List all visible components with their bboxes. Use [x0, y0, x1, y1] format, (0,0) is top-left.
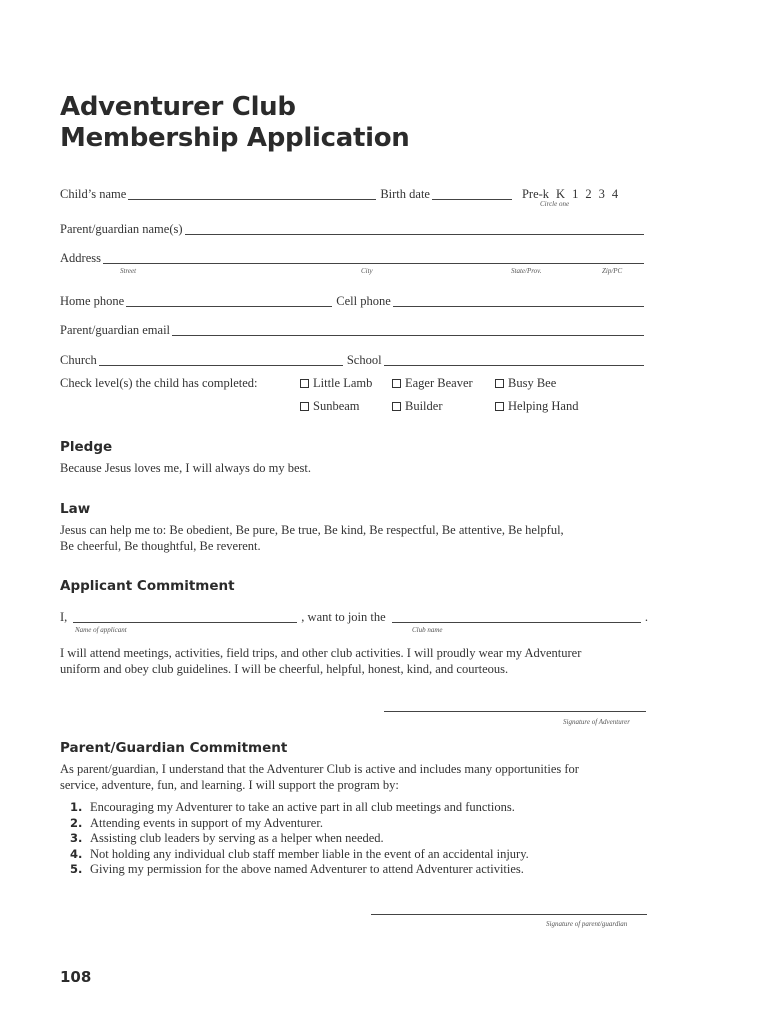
- birth-date-field[interactable]: [432, 188, 512, 200]
- list-item-number: 3.: [70, 831, 83, 845]
- list-item-text: Encouraging my Adventurer to take an active part in all club meetings and functions.: [90, 800, 515, 814]
- address-city-label: City: [361, 267, 373, 275]
- adventurer-signature-caption: Signature of Adventurer: [563, 718, 631, 726]
- level-sunbeam[interactable]: [300, 399, 360, 414]
- applicant-name-field[interactable]: [73, 611, 297, 623]
- list-item-text: Not holding any individual club staff member liable in the event of an accidental injury.: [90, 846, 529, 861]
- birth-date-label: Birth date: [380, 187, 430, 201]
- applicant-name-caption: Name of applicant: [75, 626, 127, 634]
- applicant-heading: Applicant Commitment: [60, 578, 235, 594]
- levels-label: Check level(s) the child has completed:: [60, 376, 258, 390]
- list-item: [70, 847, 529, 863]
- checkbox-icon[interactable]: [495, 402, 504, 411]
- list-item: [70, 831, 529, 847]
- title-line-2: Membership Application: [60, 123, 410, 153]
- child-name-label: Child’s name: [60, 187, 127, 201]
- list-item-text: Assisting club leaders by serving as a helper when needed.: [90, 831, 384, 845]
- checkbox-icon[interactable]: [300, 402, 309, 411]
- list-item: [70, 800, 529, 816]
- applicant-pledge-text: [60, 645, 652, 677]
- level-eager-beaver-label: Eager Beaver: [405, 376, 473, 390]
- list-item-text: Attending events in support of my Adventurer.: [90, 815, 323, 830]
- circle-one-note: Circle one: [540, 200, 570, 208]
- pledge-heading: Pledge: [60, 439, 113, 455]
- page-number: 108: [60, 968, 92, 986]
- address-field[interactable]: [103, 252, 644, 264]
- address-state-label: State/Prov.: [511, 267, 542, 275]
- law-heading: Law: [60, 501, 91, 517]
- level-helping-hand-label: Helping Hand: [508, 399, 579, 413]
- law-text-line-1: Jesus can help me to: Be obedient, Be pure, Be true, Be kind, Be respectful, Be attentive, Be helpful,: [60, 523, 564, 537]
- law-text-line-2: Be cheerful, Be thoughtful, Be reverent.: [60, 539, 261, 553]
- parent-email-field[interactable]: [172, 324, 644, 336]
- grade-3[interactable]: 3: [598, 187, 605, 201]
- phone-row: [60, 291, 648, 309]
- level-little-lamb[interactable]: [300, 376, 372, 391]
- grade-1[interactable]: 1: [572, 187, 579, 201]
- checkbox-icon[interactable]: [392, 379, 401, 388]
- child-name-field[interactable]: [128, 188, 376, 200]
- want-to-join-label: , want to join the: [301, 610, 386, 624]
- church-label: Church: [60, 353, 97, 367]
- school-field[interactable]: [384, 354, 644, 366]
- church-school-row: [60, 350, 648, 368]
- level-busy-bee[interactable]: [495, 376, 556, 391]
- law-text: [60, 522, 652, 554]
- home-phone-label: Home phone: [60, 294, 125, 308]
- grade-4[interactable]: 4: [611, 187, 619, 201]
- list-item-number: 4.: [70, 846, 83, 861]
- checkbox-icon[interactable]: [495, 379, 504, 388]
- list-item-number: 1.: [70, 800, 83, 814]
- adventurer-signature-field[interactable]: [384, 711, 646, 712]
- parent-email-label: Parent/guardian email: [60, 323, 171, 337]
- parent-name-row: [60, 219, 648, 237]
- email-row: [60, 320, 648, 338]
- list-item-number: 2.: [70, 815, 83, 830]
- parent-text-line-2: service, adventure, fun, and learning. I will support the program by:: [60, 778, 399, 792]
- grade-k[interactable]: K: [556, 187, 566, 201]
- applicant-i-label: I,: [60, 610, 68, 624]
- club-name-field[interactable]: [392, 611, 641, 623]
- grade-pre-k[interactable]: Pre-k: [521, 187, 550, 201]
- school-label: School: [346, 353, 382, 367]
- address-row: [60, 248, 648, 266]
- address-label: Address: [60, 251, 101, 265]
- level-builder-label: Builder: [405, 399, 443, 413]
- level-sunbeam-label: Sunbeam: [313, 399, 360, 413]
- level-builder[interactable]: [392, 399, 443, 414]
- parent-name-field[interactable]: [185, 223, 644, 235]
- title-line-1: Adventurer Club: [60, 92, 296, 122]
- list-item: [70, 816, 529, 832]
- club-name-caption: Club name: [412, 626, 443, 634]
- levels-section: [60, 374, 660, 424]
- applicant-text-line-2: uniform and obey club guidelines. I will be cheerful, helpful, honest, kind, and courteous.: [60, 662, 509, 676]
- list-item-number: 5.: [70, 862, 83, 876]
- parent-signature-field[interactable]: [371, 914, 647, 915]
- level-eager-beaver[interactable]: [392, 376, 473, 391]
- level-helping-hand[interactable]: [495, 399, 578, 414]
- cell-phone-field[interactable]: [393, 295, 644, 307]
- parent-name-label: Parent/guardian name(s): [60, 222, 183, 236]
- checkbox-icon[interactable]: [300, 379, 309, 388]
- address-zip-label: Zip/PC: [602, 267, 623, 275]
- parent-signature-caption: Signature of parent/guardian: [546, 920, 628, 928]
- applicant-text-line-1: I will attend meetings, activities, field trips, and other club activities. I will proudly wear my Adventurer: [60, 646, 582, 660]
- list-item-text: Giving my permission for the above named Adventurer to attend Adventurer activities.: [90, 862, 524, 876]
- checkbox-icon[interactable]: [392, 402, 401, 411]
- cell-phone-label: Cell phone: [336, 294, 391, 308]
- home-phone-field[interactable]: [126, 295, 332, 307]
- parent-heading: Parent/Guardian Commitment: [60, 740, 288, 756]
- level-busy-bee-label: Busy Bee: [508, 376, 557, 390]
- page-title: [60, 92, 409, 154]
- pledge-text: Because Jesus loves me, I will always do my best.: [60, 461, 311, 475]
- parent-text-line-1: As parent/guardian, I understand that the Adventurer Club is active and includes many opportunities for: [60, 762, 579, 776]
- level-little-lamb-label: Little Lamb: [313, 376, 373, 390]
- applicant-join-row: [60, 607, 648, 625]
- join-end-period: .: [644, 610, 648, 624]
- grade-2[interactable]: 2: [585, 187, 592, 201]
- parent-commitment-list: [70, 800, 529, 878]
- church-field[interactable]: [99, 354, 343, 366]
- list-item: [70, 862, 529, 878]
- parent-intro-text: [60, 761, 652, 793]
- address-street-label: Street: [120, 267, 137, 275]
